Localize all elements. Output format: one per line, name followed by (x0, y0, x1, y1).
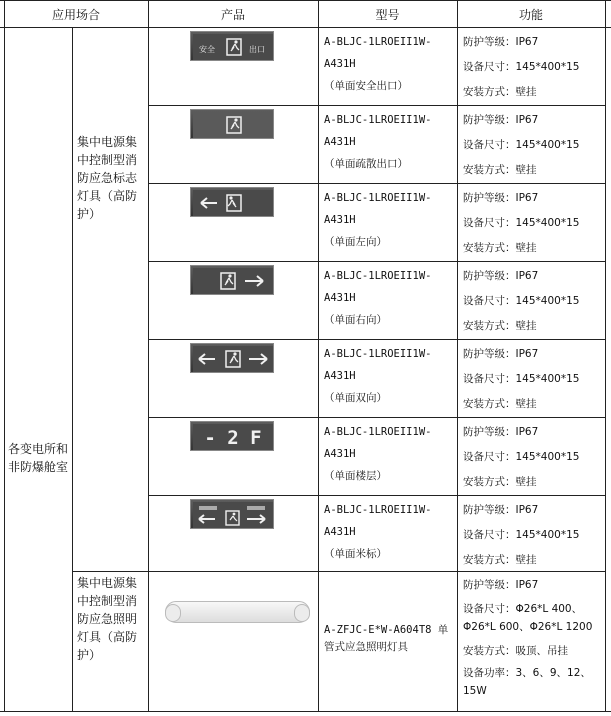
device-size: 设备尺寸：145*400*15 (463, 295, 580, 307)
table-border-top (0, 0, 611, 1)
exit-sign-image (190, 31, 274, 61)
model-cell-1 (324, 31, 456, 97)
header-product: 产品 (220, 8, 245, 22)
floor-sign-image (190, 421, 274, 451)
protection-rating: 防护等级：IP67 (463, 36, 539, 48)
function-cell-1 (463, 30, 609, 105)
function-cell-6 (463, 420, 609, 495)
category-lighting: 集中电源集中控制型消防应急照明灯具（高防护） (77, 576, 138, 662)
model-cell-3 (324, 187, 456, 253)
location-label: 各变电所和非防爆舱室 (8, 442, 69, 474)
model-cell-light: A-ZFJC-E*W-A604T8 单管式应急照明灯具 (324, 624, 449, 653)
model-code: A-BLJC-1LROEII1W-A431H (324, 270, 432, 304)
protection-rating: 防护等级：IP67 (463, 426, 539, 438)
protection-rating: 防护等级：IP67 (463, 348, 539, 360)
device-size: 设备尺寸：Φ26*L 400、Φ26*L 600、Φ26*L 1200 (463, 603, 593, 633)
exit-sign-text-left: 安全 (199, 45, 215, 54)
evac-exit-sign-image (190, 109, 274, 139)
function-cell-5 (463, 342, 609, 417)
col-line-category (72, 27, 73, 712)
row-line (148, 105, 606, 106)
device-power: 设备功率：3、6、9、12、15W (463, 667, 591, 697)
bidirectional-sign-image (190, 343, 274, 373)
right-arrow-sign-image (190, 265, 274, 295)
protection-rating: 防护等级：IP67 (463, 114, 539, 126)
model-desc: （单面右向） (324, 314, 387, 326)
meter-sign-image (190, 499, 274, 529)
function-cell-7 (463, 498, 609, 573)
row-line (148, 261, 606, 262)
install-method: 安装方式：壁挂 (463, 242, 537, 254)
function-cell-3 (463, 186, 609, 261)
model-cell-6 (324, 421, 456, 487)
install-method: 安装方式：壁挂 (463, 320, 537, 332)
left-arrow-sign-image (190, 187, 274, 217)
model-desc: （单面左向） (324, 236, 387, 248)
model-code: A-BLJC-1LROEII1W-A431H (324, 192, 432, 226)
function-cell-light (463, 574, 609, 700)
category-sign-lights: 集中电源集中控制型消防应急标志灯具（高防护） (77, 135, 138, 221)
row-line (148, 417, 606, 418)
install-method: 安装方式：壁挂 (463, 164, 537, 176)
row-line (148, 183, 606, 184)
device-size: 设备尺寸：145*400*15 (463, 217, 580, 229)
table-border-left (4, 0, 5, 712)
row-line (148, 339, 606, 340)
model-desc: （单面双向） (324, 392, 387, 404)
device-size: 设备尺寸：145*400*15 (463, 139, 580, 151)
model-code: A-BLJC-1LROEII1W-A431H (324, 114, 432, 148)
col-line-function (457, 0, 458, 712)
model-desc: （单面安全出口） (324, 80, 408, 92)
header-function: 功能 (518, 8, 543, 22)
install-method: 安装方式：壁挂 (463, 476, 537, 488)
row-line (148, 495, 606, 496)
table-border-bottom (0, 711, 611, 712)
device-size: 设备尺寸：145*400*15 (463, 529, 580, 541)
model-code: A-BLJC-1LROEII1W-A431H (324, 348, 432, 382)
exit-sign-text-right: 出口 (249, 45, 265, 54)
install-method: 安装方式：吸顶、吊挂 (463, 645, 568, 657)
model-code: A-BLJC-1LROEII1W-A431H (324, 36, 432, 70)
header-scene: 应用场合 (51, 8, 100, 22)
function-cell-4 (463, 264, 609, 339)
protection-rating: 防护等级：IP67 (463, 270, 539, 282)
model-desc: （单面米标） (324, 548, 387, 560)
col-line-model (318, 0, 319, 712)
floor-sign-text: - 2 F (204, 427, 262, 449)
model-desc: （单面楼层） (324, 470, 387, 482)
device-size: 设备尺寸：145*400*15 (463, 451, 580, 463)
device-size: 设备尺寸：145*400*15 (463, 373, 580, 385)
function-cell-2 (463, 108, 609, 183)
model-desc: （单面疏散出口） (324, 158, 408, 170)
protection-rating: 防护等级：IP67 (463, 504, 539, 516)
model-code: A-BLJC-1LROEII1W-A431H (324, 426, 432, 460)
protection-rating: 防护等级：IP67 (463, 579, 539, 591)
protection-rating: 防护等级：IP67 (463, 192, 539, 204)
install-method: 安装方式：壁挂 (463, 86, 537, 98)
install-method: 安装方式：壁挂 (463, 554, 537, 566)
header-model: 型号 (375, 8, 400, 22)
model-cell-5 (324, 343, 456, 409)
col-line-product (148, 0, 149, 712)
device-size: 设备尺寸：145*400*15 (463, 61, 580, 73)
install-method: 安装方式：壁挂 (463, 398, 537, 410)
tube-light-image (165, 601, 310, 623)
model-cell-4 (324, 265, 456, 331)
model-code: A-BLJC-1LROEII1W-A431H (324, 504, 432, 538)
header-bottom-line (0, 27, 611, 28)
model-cell-2 (324, 109, 456, 175)
model-cell-7 (324, 499, 456, 565)
